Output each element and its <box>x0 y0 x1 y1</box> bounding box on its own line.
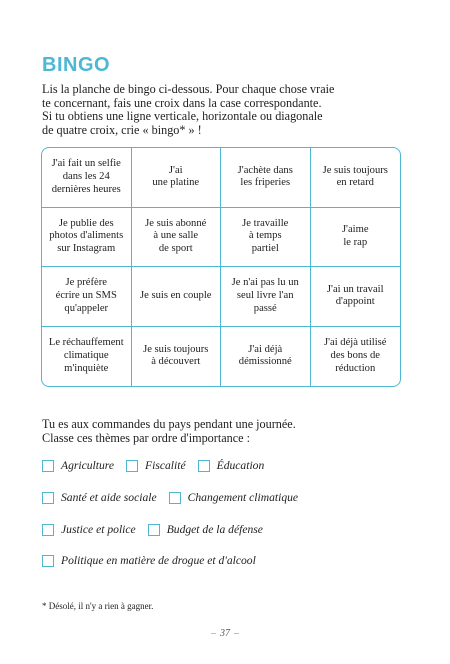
bingo-cell-text: Je préfère écrire un SMS qu'appeler <box>55 277 117 314</box>
checkbox[interactable] <box>42 555 54 567</box>
ranking-instructions <box>42 418 296 445</box>
bingo-cell-text: Je publie des photos d'aliments sur Instagram <box>49 217 124 255</box>
theme-option-drogue[interactable] <box>42 554 256 567</box>
bingo-cell-text: J'ai déjà démissionné <box>238 343 292 368</box>
theme-label: Justice et police <box>61 523 136 536</box>
checkbox[interactable] <box>42 460 54 472</box>
theme-option-climat[interactable] <box>169 491 298 504</box>
theme-label: Politique en matière de drogue et d'alcool <box>61 554 256 567</box>
theme-option-education[interactable] <box>198 459 265 472</box>
page-number <box>0 628 450 639</box>
instruction-line: Classe ces thèmes par ordre d'importance : <box>42 430 250 445</box>
bingo-cell-text: J'ai un travail d'appoint <box>326 283 384 308</box>
page-title: BINGO <box>42 54 111 76</box>
bingo-cell-text: J'achète dans les friperies <box>237 164 293 189</box>
bingo-cell-text: Je n'ai pas lu un seul livre l'an passé <box>231 277 299 314</box>
theme-label: Agriculture <box>61 459 115 472</box>
theme-row <box>42 459 276 472</box>
theme-option-justice[interactable] <box>42 523 136 536</box>
bingo-cell-text: Je suis toujours en retard <box>322 164 388 189</box>
theme-row <box>42 491 310 504</box>
bingo-cell[interactable] <box>132 208 222 268</box>
bingo-cell[interactable] <box>221 267 311 327</box>
theme-row <box>42 523 275 536</box>
bingo-cell[interactable] <box>132 267 222 327</box>
bingo-cell[interactable] <box>311 327 401 387</box>
theme-option-fiscalite[interactable] <box>126 459 186 472</box>
theme-label: Fiscalité <box>145 459 186 472</box>
checkbox[interactable] <box>148 524 160 536</box>
intro-paragraph <box>42 83 422 137</box>
theme-label: Éducation <box>216 459 265 472</box>
bingo-cell[interactable] <box>221 148 311 208</box>
intro-line: Si tu obtiens une ligne verticale, horizontale ou diagonale <box>42 109 323 124</box>
page-number-value: 37 <box>220 628 230 639</box>
intro-line: te concernant, fais une croix dans la case correspondante. <box>42 95 322 110</box>
bingo-cell[interactable] <box>42 148 132 208</box>
bingo-cell[interactable] <box>221 327 311 387</box>
checkbox[interactable] <box>42 492 54 504</box>
intro-line: Lis la planche de bingo ci-dessous. Pour chaque chose vraie <box>42 82 335 96</box>
bingo-cell-text: Je suis abonné à une salle de sport <box>145 217 207 255</box>
bingo-cell-text: Je suis en couple <box>140 289 212 301</box>
bingo-cell-text: J'aime le rap <box>341 224 369 248</box>
bingo-cell[interactable] <box>311 267 401 327</box>
page-dash-left: – <box>211 628 216 639</box>
bingo-cell-text: Le réchauffement climatique m'inquiète <box>48 337 124 374</box>
bingo-cell[interactable] <box>132 148 222 208</box>
bingo-cell[interactable] <box>311 208 401 268</box>
bingo-cell-text: Je suis toujours à découvert <box>143 343 209 368</box>
bingo-cell-text: J'ai fait un selfie dans les 24 dernières heures <box>51 158 121 195</box>
page-dash-right: – <box>234 628 239 639</box>
bingo-cell[interactable] <box>42 208 132 268</box>
checkbox[interactable] <box>126 460 138 472</box>
theme-label: Budget de la défense <box>166 523 263 536</box>
checkbox[interactable] <box>198 460 210 472</box>
bingo-cell-text: J'ai une platine <box>152 164 200 189</box>
bingo-grid <box>41 147 401 387</box>
theme-label: Santé et aide sociale <box>61 491 157 504</box>
bingo-cell[interactable] <box>42 327 132 387</box>
intro-line: de quatre croix, crie « bingo* » ! <box>42 122 202 137</box>
bingo-cell[interactable] <box>132 327 222 387</box>
theme-option-agriculture[interactable] <box>42 459 114 472</box>
theme-label: Changement climatique <box>187 491 299 504</box>
bingo-cell-text: J'ai déjà utilisé des bons de réduction <box>323 337 387 374</box>
bingo-cell[interactable] <box>311 148 401 208</box>
footnote: * Désolé, il n'y a rien à gagner. <box>42 601 154 611</box>
checkbox[interactable] <box>169 492 181 504</box>
theme-row <box>42 554 268 567</box>
bingo-cell-text: Je travaille à temps partiel <box>242 217 289 255</box>
checkbox[interactable] <box>42 524 54 536</box>
instruction-line: Tu es aux commandes du pays pendant une journée. <box>42 417 296 431</box>
bingo-cell[interactable] <box>42 267 132 327</box>
theme-option-sante[interactable] <box>42 491 157 504</box>
bingo-cell[interactable] <box>221 208 311 268</box>
theme-option-defense[interactable] <box>148 523 263 536</box>
